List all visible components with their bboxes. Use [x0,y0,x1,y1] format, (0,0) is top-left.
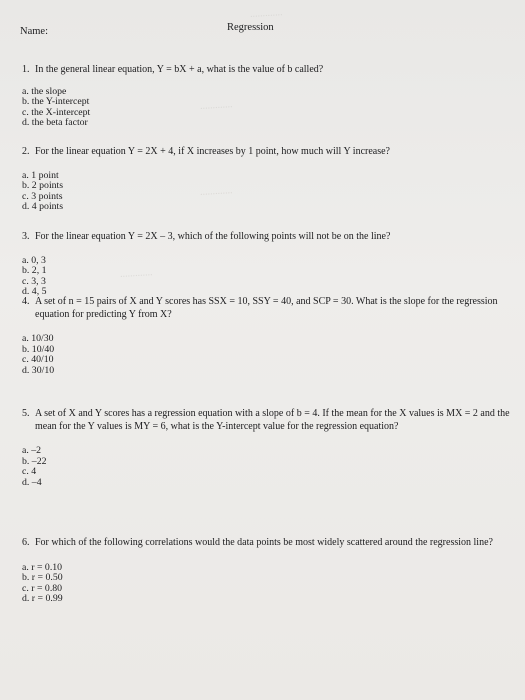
answer-option: b. r = 0.50 [22,572,63,583]
answer-option: b. 10/40 [22,343,55,355]
answer-option: a. the slope [22,85,67,97]
answer-option: b. 2 points [22,180,64,191]
answer-option: b. 2, 1 [22,265,47,276]
question-text: For the linear equation Y = 2X – 3, which of the following points will not be on the line? [35,231,391,242]
answer-option: c. 40/10 [22,354,54,365]
name-label: Name: [20,26,48,37]
answer-options [22,87,512,129]
answer-option: c. 3, 3 [22,275,46,287]
answer-option: b. –22 [22,455,47,467]
answer-option: d. 30/10 [22,364,55,376]
bleed-through-text: ............. [199,185,233,198]
answer-option: c. r = 0.80 [22,582,63,594]
question-1 [22,64,512,129]
question-text: For the linear equation Y = 2X + 4, if X increases by 1 point, how much will Y increase? [35,146,390,157]
answer-options [22,171,512,213]
question-text: For which of the following correlations would the data points be most widely scattered around the regression line? [35,537,493,548]
bleed-through-text: ............. [249,7,283,20]
answer-option: a. 1 point [22,169,59,181]
answer-options [22,446,512,488]
question-4 [22,296,512,376]
answer-option: a. –2 [22,445,42,456]
answer-option: d. 4, 5 [22,286,47,297]
answer-option: b. the Y-intercept [22,96,90,107]
answer-option: a. 0, 3 [22,254,46,266]
bleed-through-text: ............. [199,99,233,112]
page-title: Regression [227,22,274,33]
question-5 [22,408,512,488]
answer-option: c. 3 points [22,190,63,202]
question-number: 4. [22,296,30,307]
answer-option: d. –4 [22,476,42,488]
answer-options [22,256,512,298]
question-text: In the general linear equation, Y = bX + a, what is the value of b called? [35,64,324,75]
answer-option: c. the X-intercept [22,106,91,118]
question-6 [22,537,512,605]
answer-option: a. 10/30 [22,333,54,344]
answer-option: a. r = 0.10 [22,561,63,573]
question-number: 5. [22,408,30,419]
answer-option: c. 4 [22,466,37,477]
answer-options [22,334,512,376]
question-text: A set of X and Y scores has a regression equation with a slope of b = 4. If the mean for the X values is MX = 2 and the mean for the Y values is MY = 6, what is the Y-intercept value for the regression equation? [35,408,510,432]
question-text: A set of n = 15 pairs of X and Y scores has SSX = 10, SSY = 40, and SCP = 30. What is the slope for the regression equation for predicting Y from X? [35,296,498,320]
bleed-through-text: ............. [119,267,153,280]
question-3 [22,231,512,298]
answer-option: d. 4 points [22,201,64,212]
question-2 [22,146,512,213]
question-number: 1. [22,64,30,75]
question-number: 3. [22,231,30,242]
answer-option: d. the beta factor [22,117,88,128]
question-number: 2. [22,146,30,157]
question-number: 6. [22,537,30,548]
answer-option: d. r = 0.99 [22,593,63,604]
answer-options [22,563,512,605]
